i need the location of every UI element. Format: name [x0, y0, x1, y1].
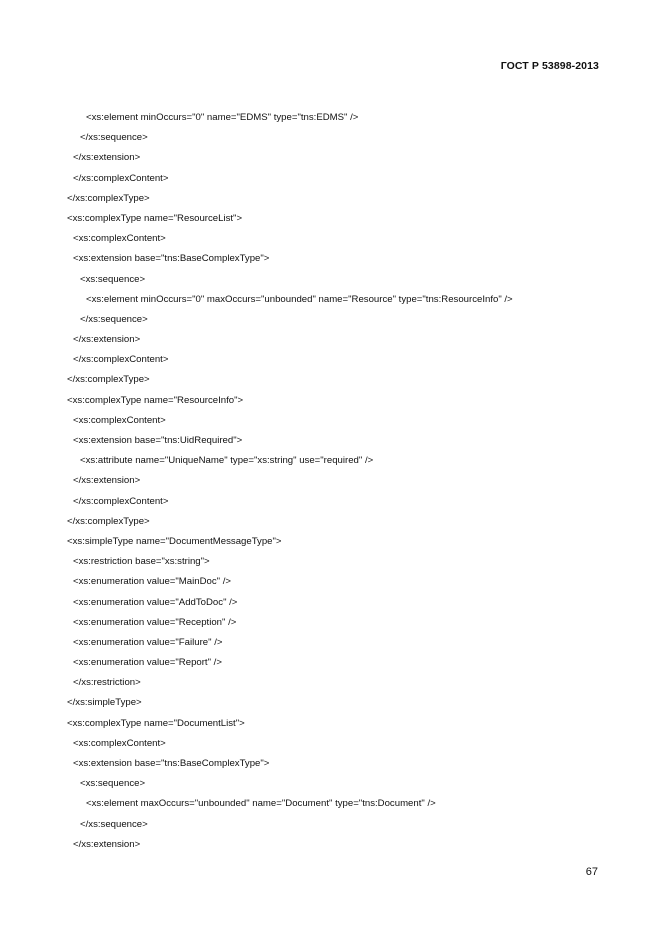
code-line: <xs:complexContent>	[73, 233, 166, 245]
code-line: <xs:complexType name="ResourceList">	[67, 212, 243, 224]
standard-designation: ГОСТ Р 53898-2013	[500, 60, 599, 72]
code-line: <xs:sequence>	[80, 273, 146, 285]
code-line: </xs:complexContent>	[73, 495, 169, 507]
code-line: </xs:simpleType>	[67, 697, 142, 709]
code-line: <xs:enumeration value="MainDoc" />	[73, 576, 231, 588]
code-line: <xs:enumeration value="AddToDoc" />	[73, 596, 238, 608]
code-line: <xs:enumeration value="Failure" />	[73, 636, 223, 648]
code-line: </xs:extension>	[73, 152, 141, 164]
code-line: <xs:enumeration value="Reception" />	[73, 616, 237, 628]
code-line: <xs:sequence>	[80, 778, 146, 790]
code-line: <xs:element minOccurs="0" maxOccurs="unbounded" name="Resource" type="tns:ResourceInfo" />	[86, 293, 513, 305]
code-line: </xs:complexType>	[67, 192, 150, 204]
code-line: <xs:element maxOccurs="unbounded" name="Document" type="tns:Document" />	[86, 798, 436, 810]
code-line: </xs:complexContent>	[73, 354, 169, 366]
code-line: </xs:extension>	[73, 334, 141, 346]
code-line: </xs:extension>	[73, 475, 141, 487]
code-line: <xs:complexContent>	[73, 737, 166, 749]
xml-schema-listing	[67, 108, 627, 855]
code-line: <xs:extension base="tns:BaseComplexType">	[73, 758, 270, 769]
code-line: <xs:element minOccurs="0" name="EDMS" type="tns:EDMS" />	[86, 112, 359, 123]
code-line: <xs:attribute name="UniqueName" type="xs:string" use="required" />	[80, 455, 374, 467]
code-line: </xs:complexType>	[67, 515, 150, 527]
code-line: <xs:restriction base="xs:string">	[73, 556, 210, 568]
code-line: <xs:complexType name="ResourceInfo">	[67, 394, 244, 406]
code-line: </xs:complexType>	[67, 374, 150, 386]
code-line: </xs:sequence>	[80, 313, 148, 325]
code-line: <xs:extension base="tns:UidRequired">	[73, 435, 243, 446]
code-line: </xs:extension>	[73, 838, 141, 850]
code-line: <xs:extension base="tns:BaseComplexType">	[73, 253, 270, 265]
code-line: </xs:sequence>	[80, 818, 148, 830]
code-line: <xs:simpleType name="DocumentMessageType">	[67, 535, 282, 547]
code-line: </xs:restriction>	[73, 677, 141, 689]
code-line: </xs:sequence>	[80, 132, 148, 144]
code-line: <xs:complexType name="DocumentList">	[67, 717, 245, 729]
code-line: <xs:complexContent>	[73, 414, 166, 426]
code-line: <xs:enumeration value="Report" />	[73, 657, 222, 669]
code-line: </xs:complexContent>	[73, 172, 169, 184]
page-number: 67	[585, 866, 598, 878]
